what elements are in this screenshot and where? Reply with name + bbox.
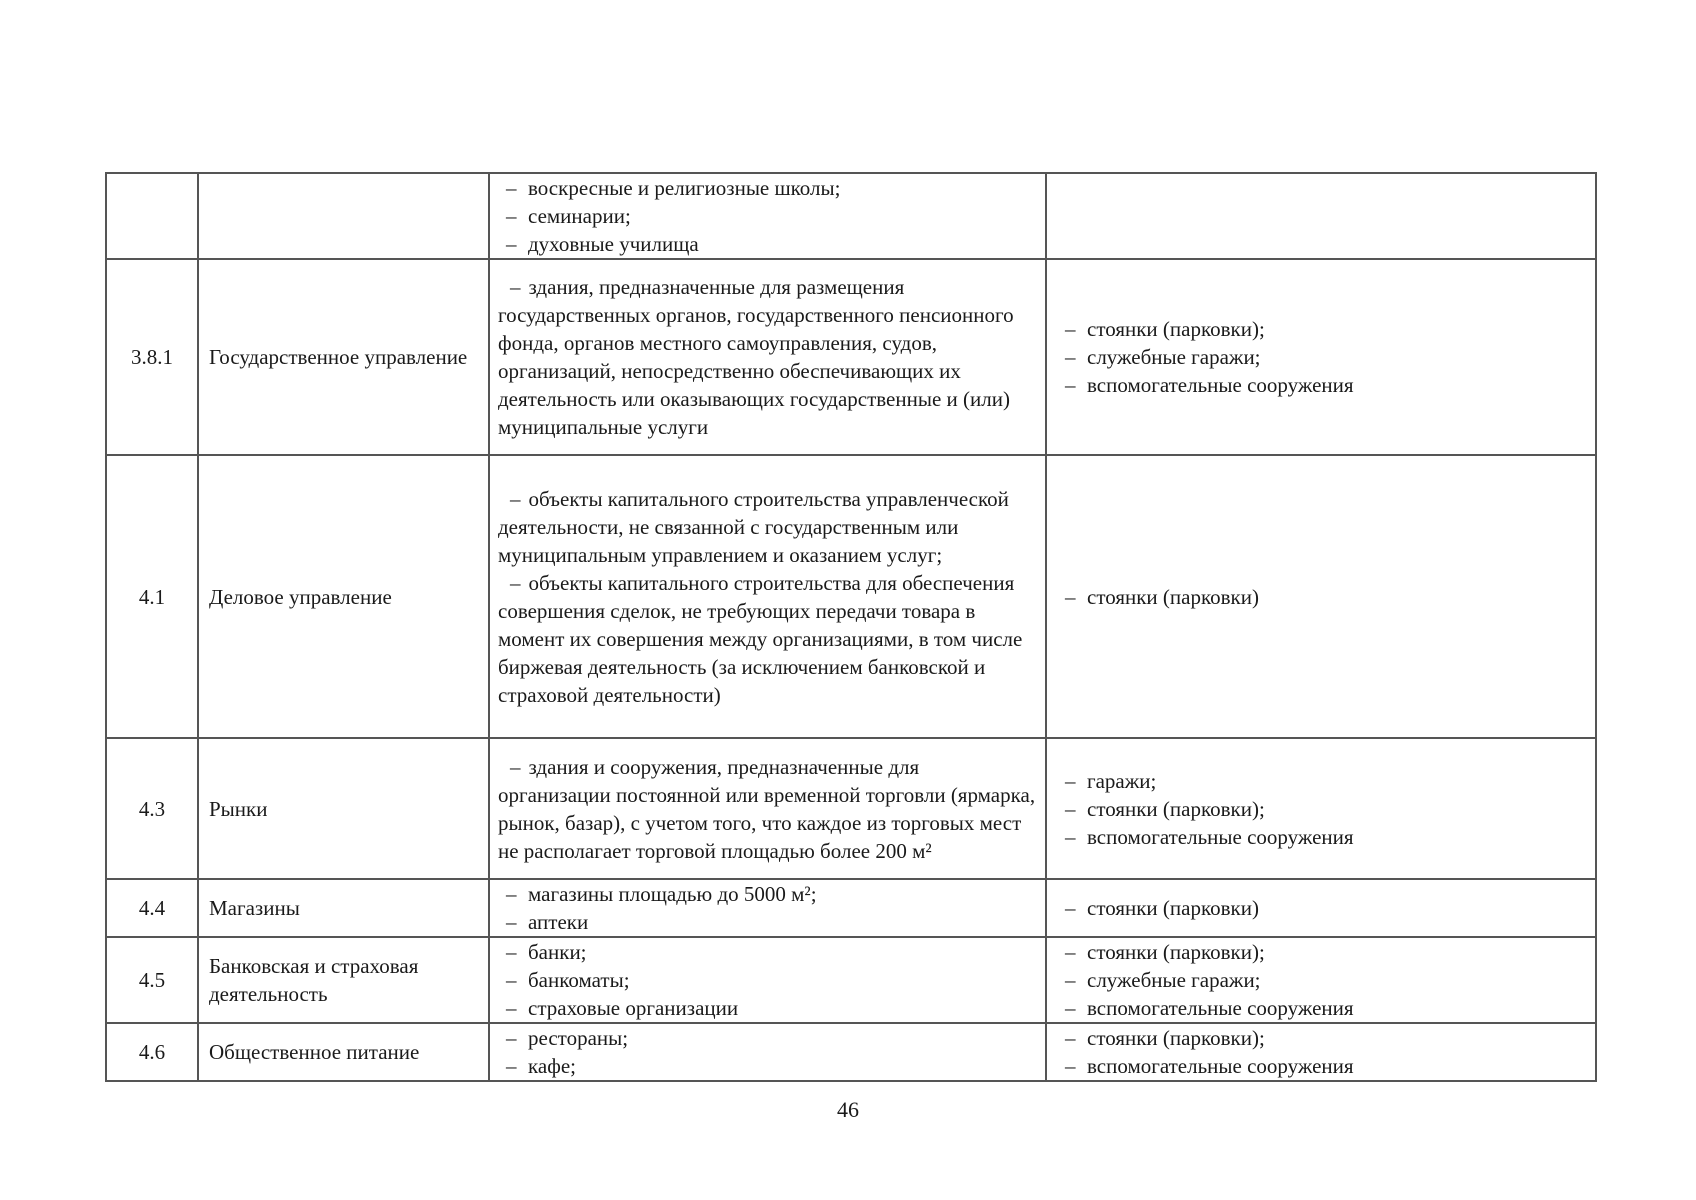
list-item: – гаражи; — [1057, 767, 1585, 795]
list-item: – стоянки (парковки); — [1057, 938, 1585, 966]
table-body — [106, 173, 1596, 1081]
code-cell: 3.8.1 — [106, 259, 198, 455]
main-uses-cell — [489, 937, 1046, 1023]
main-use-paragraph — [498, 753, 1037, 865]
name-cell — [198, 173, 489, 259]
main-use-paragraph — [498, 569, 1037, 709]
list-item: – вспомогательные сооружения — [1057, 823, 1585, 851]
main-use-text: здания и сооружения, предназначенные для организации постоянной или временной торговли (ярмарка, рынок, базар), с учетом того, что каждое из торговых мест не располагает торговой площадью более 200 м² — [498, 754, 1036, 863]
auxiliary-uses-cell — [1046, 879, 1596, 937]
list-item: – семинарии; — [498, 202, 1037, 230]
list-item: – магазины площадью до 5000 м²; — [498, 880, 1037, 908]
auxiliary-uses-list — [1057, 894, 1585, 922]
name-cell: Государственное управление — [198, 259, 489, 455]
table-row — [106, 259, 1596, 455]
main-use-text: здания, предназначенные для размещения государственных органов, государственного пенсионного фонда, органов местного самоуправления, судов, организаций, непосредственно обеспечивающих их деятельность или оказывающих государственные и (или) муниципальные услуги — [498, 275, 1014, 439]
main-uses-cell — [489, 259, 1046, 455]
code-cell: 4.6 — [106, 1023, 198, 1081]
name-cell: Банковская и страховая деятельность — [198, 937, 489, 1023]
main-uses-cell — [489, 738, 1046, 879]
dash-marker: – — [510, 570, 521, 595]
code-cell: 4.4 — [106, 879, 198, 937]
dash-marker: – — [510, 486, 521, 511]
auxiliary-uses-cell — [1046, 259, 1596, 455]
list-item: – стоянки (парковки); — [1057, 795, 1585, 823]
name-cell: Рынки — [198, 738, 489, 879]
list-item: – аптеки — [498, 908, 1037, 936]
main-uses-cell — [489, 455, 1046, 738]
list-item: – служебные гаражи; — [1057, 343, 1585, 371]
list-item: – стоянки (парковки); — [1057, 1024, 1585, 1052]
list-item: – кафе; — [498, 1052, 1037, 1080]
main-uses-cell — [489, 879, 1046, 937]
page-number: 46 — [837, 1097, 859, 1122]
table-row — [106, 1023, 1596, 1081]
auxiliary-uses-cell — [1046, 1023, 1596, 1081]
list-item: – служебные гаражи; — [1057, 966, 1585, 994]
main-use-paragraph — [498, 485, 1037, 569]
list-item: – банки; — [498, 938, 1037, 966]
name-cell: Магазины — [198, 879, 489, 937]
name-cell: Общественное питание — [198, 1023, 489, 1081]
auxiliary-uses-list — [1057, 1024, 1585, 1080]
land-use-table — [105, 172, 1597, 1082]
list-item: – стоянки (парковки) — [1057, 894, 1585, 922]
main-use-paragraph — [498, 273, 1037, 441]
main-use-text: объекты капитального строительства управленческой деятельности, не связанной с государственным или муниципальным управлением и оказанием услуг; — [498, 486, 1009, 567]
dash-marker: – — [510, 275, 521, 299]
main-uses-list — [498, 938, 1037, 1022]
table-row — [106, 455, 1596, 738]
auxiliary-uses-cell — [1046, 937, 1596, 1023]
main-use-text: объекты капитального строительства для обеспечения совершения сделок, не требующих передачи товара в момент их совершения между организациями, в том числе биржевая деятельность (за исключением банковской и страховой деятельности) — [498, 570, 1023, 707]
code-cell: 4.3 — [106, 738, 198, 879]
auxiliary-uses-list — [1057, 938, 1585, 1022]
main-uses-cell — [489, 173, 1046, 259]
auxiliary-uses-cell — [1046, 455, 1596, 738]
table-row — [106, 173, 1596, 259]
code-cell: 4.5 — [106, 937, 198, 1023]
list-item: – вспомогательные сооружения — [1057, 371, 1585, 399]
list-item: – стоянки (парковки); — [1057, 315, 1585, 343]
main-uses-list — [498, 880, 1037, 936]
auxiliary-uses-cell — [1046, 173, 1596, 259]
code-cell — [106, 173, 198, 259]
list-item: – вспомогательные сооружения — [1057, 1052, 1585, 1080]
auxiliary-uses-cell — [1046, 738, 1596, 879]
auxiliary-uses-list — [1057, 767, 1585, 851]
code-cell: 4.1 — [106, 455, 198, 738]
list-item: – рестораны; — [498, 1024, 1037, 1052]
table-row — [106, 738, 1596, 879]
main-uses-list — [498, 1024, 1037, 1080]
list-item: – страховые организации — [498, 994, 1037, 1022]
main-uses-list — [498, 174, 1037, 258]
table-row — [106, 937, 1596, 1023]
list-item: – воскресные и религиозные школы; — [498, 174, 1037, 202]
name-cell: Деловое управление — [198, 455, 489, 738]
list-item: – духовные училища — [498, 230, 1037, 258]
auxiliary-uses-list — [1057, 583, 1585, 611]
dash-marker: – — [510, 754, 521, 779]
list-item: – банкоматы; — [498, 966, 1037, 994]
list-item: – вспомогательные сооружения — [1057, 994, 1585, 1022]
main-uses-cell — [489, 1023, 1046, 1081]
list-item: – стоянки (парковки) — [1057, 583, 1585, 611]
table-row — [106, 879, 1596, 937]
auxiliary-uses-list — [1057, 315, 1585, 399]
